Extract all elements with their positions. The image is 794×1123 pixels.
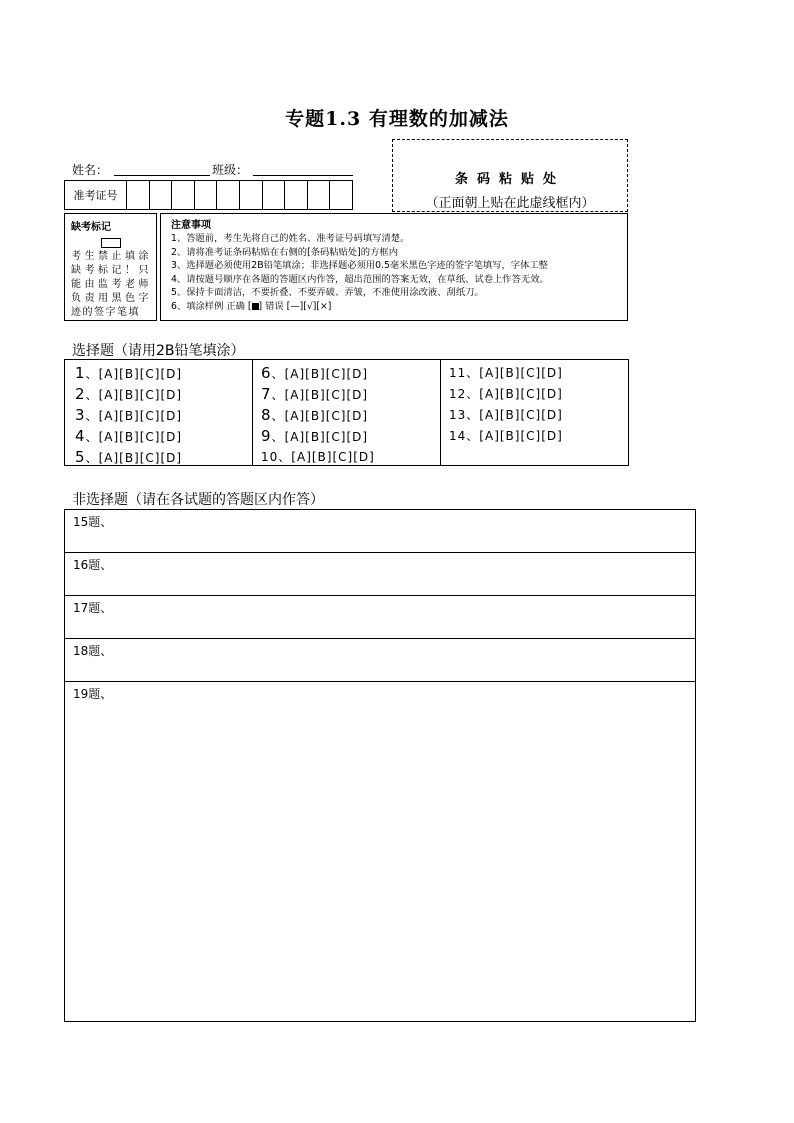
notes-item: 4、请按题号顺序在各题的答题区内作答，超出范围的答案无效，在草纸、试卷上作答无效。 [171, 273, 549, 285]
exam-id-cell[interactable] [263, 181, 286, 209]
answer-label: 16题、 [73, 558, 113, 572]
missing-mark-box [64, 213, 157, 321]
choice-options[interactable]: [A][B][C][D] [284, 430, 369, 444]
choice-options[interactable]: [A][B][C][D] [479, 429, 563, 443]
barcode-title: 条码粘贴处 [454, 172, 565, 187]
exam-id-label: 准考证号 [65, 181, 127, 209]
question-number: 4 [75, 427, 86, 445]
choice-options[interactable]: [A][B][C][D] [284, 409, 369, 423]
question-number: 2 [75, 385, 86, 403]
exam-id-cell[interactable] [330, 181, 352, 209]
choice-row[interactable]: 2、[A][B][C][D] [75, 385, 183, 403]
barcode-note: （正面朝上贴在此虚线框内） [425, 196, 595, 211]
notes-sample-prefix: 6、填涂样例 正确 [ [171, 300, 252, 312]
choice-options[interactable]: [A][B][C][D] [479, 408, 563, 422]
notes-item: 1、答题前，考生先将自己的姓名、准考证号码填写清楚。 [171, 233, 410, 244]
question-number: 6 [261, 364, 272, 382]
name-field[interactable] [114, 163, 210, 176]
exam-id-cell[interactable] [285, 181, 308, 209]
name-label: 姓名： [72, 163, 109, 177]
notes-sample-wrong: ] 错误 [—][√][×] [258, 300, 332, 312]
barcode-area [392, 139, 628, 212]
choice-row[interactable]: 14、[A][B][C][D] [449, 429, 563, 443]
notes-item: 3、选择题必须使用2B铅笔填涂；非选择题必须用0.5毫米黑色字迹的签字笔填写，字体工整 [171, 260, 548, 271]
choice-row[interactable]: 8、[A][B][C][D] [261, 406, 369, 424]
choice-options[interactable]: [A][B][C][D] [98, 451, 183, 465]
choice-row[interactable]: 4、[A][B][C][D] [75, 427, 183, 445]
question-number: 12 [449, 387, 467, 401]
missing-mark-checkbox[interactable] [101, 238, 121, 248]
answer-label: 19题、 [73, 687, 113, 701]
choice-row[interactable]: 13、[A][B][C][D] [449, 408, 563, 422]
class-label: 班级： [212, 163, 249, 177]
answer-area-18[interactable] [64, 638, 696, 682]
exam-id-cell[interactable] [127, 181, 150, 209]
question-number: 14 [449, 429, 467, 443]
choice-row[interactable]: 3、[A][B][C][D] [75, 406, 183, 424]
answer-area-15[interactable] [64, 509, 696, 553]
question-number: 10 [261, 450, 279, 464]
choice-section-title: 选择题（请用2B铅笔填涂） [72, 343, 245, 359]
choice-options[interactable]: [A][B][C][D] [291, 450, 375, 464]
notes-title: 注意事项 [171, 220, 211, 231]
answer-label: 18题、 [73, 644, 113, 658]
choice-options[interactable]: [A][B][C][D] [98, 430, 183, 444]
exam-id-cell[interactable] [150, 181, 173, 209]
exam-id-cell[interactable] [172, 181, 195, 209]
choice-row[interactable]: 11、[A][B][C][D] [449, 366, 563, 380]
question-number: 7 [261, 385, 272, 403]
choice-row[interactable]: 9、[A][B][C][D] [261, 427, 369, 445]
answer-label: 17题、 [73, 601, 113, 615]
answer-area-16[interactable] [64, 552, 696, 596]
question-number: 1 [75, 364, 86, 382]
choice-row[interactable]: 7、[A][B][C][D] [261, 385, 369, 403]
notes-item: 2、请将准考证条码粘贴在右侧的[条码粘贴处]的方框内 [171, 246, 398, 258]
missing-mark-title: 缺考标记 [71, 222, 111, 233]
choice-column [253, 360, 441, 465]
choice-options[interactable]: [A][B][C][D] [479, 366, 563, 380]
choice-column [441, 360, 628, 465]
choice-options[interactable]: [A][B][C][D] [479, 387, 563, 401]
exam-id-cell[interactable] [308, 181, 331, 209]
question-number: 8 [261, 406, 272, 424]
choice-options[interactable]: [A][B][C][D] [284, 388, 369, 402]
filled-sample-icon [252, 303, 259, 310]
exam-id-cell[interactable] [217, 181, 240, 209]
question-number: 5 [75, 448, 86, 466]
notes-sample [171, 300, 617, 314]
choice-column [65, 360, 253, 465]
answer-area-19[interactable] [64, 681, 696, 1022]
choice-row[interactable]: 6、[A][B][C][D] [261, 364, 369, 382]
answer-area-17[interactable] [64, 595, 696, 639]
choice-row[interactable]: 1、[A][B][C][D] [75, 364, 183, 382]
choice-options[interactable]: [A][B][C][D] [98, 409, 183, 423]
choice-row[interactable]: 12、[A][B][C][D] [449, 387, 563, 401]
question-number: 9 [261, 427, 272, 445]
answer-label: 15题、 [73, 515, 113, 529]
choice-row[interactable]: 5、[A][B][C][D] [75, 448, 183, 466]
page-title: 专题1.3 有理数的加减法 [285, 108, 509, 130]
notes-box [160, 213, 628, 321]
question-number: 3 [75, 406, 86, 424]
question-number: 13 [449, 408, 467, 422]
notes-item: 5、保持卡面清洁，不要折叠、不要弄破、弄皱，不准使用涂改液、刮纸刀。 [171, 287, 484, 298]
choice-options[interactable]: [A][B][C][D] [98, 367, 183, 381]
class-field[interactable] [253, 163, 353, 176]
choice-options[interactable]: [A][B][C][D] [284, 367, 369, 381]
choice-options[interactable]: [A][B][C][D] [98, 388, 183, 402]
exam-id-cell[interactable] [240, 181, 263, 209]
question-number: 11 [449, 366, 467, 380]
nonchoice-section-title: 非选择题（请在各试题的答题区内作答） [72, 492, 324, 508]
choice-grid [64, 359, 629, 466]
missing-mark-desc: 考生禁止填涂缺考标记！只能由监考老师负责用黑色字迹的签字笔填 [71, 251, 150, 318]
choice-row[interactable]: 10、[A][B][C][D] [261, 450, 375, 464]
exam-id-grid [64, 180, 353, 210]
exam-id-cell[interactable] [195, 181, 218, 209]
